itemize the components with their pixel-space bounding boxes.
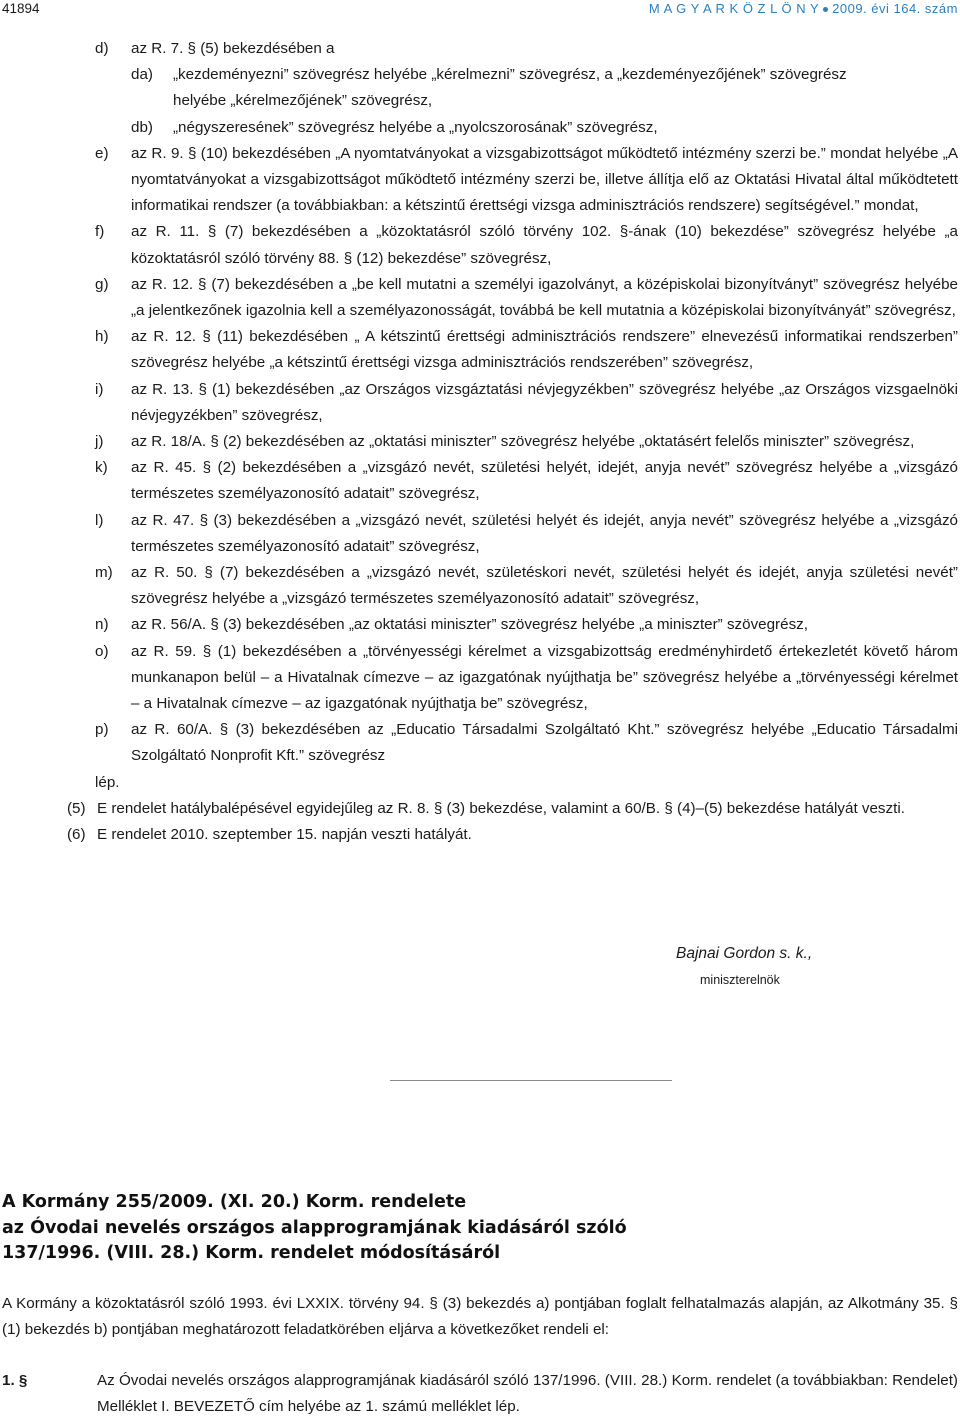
item-label: o) — [95, 642, 109, 660]
item-label: m) — [95, 564, 113, 582]
paragraph-label: (5) — [67, 799, 86, 817]
list-item — [0, 377, 960, 429]
list-item — [0, 272, 960, 324]
signature-name: Bajnai Gordon s. k., — [676, 945, 813, 962]
paragraph-text: E rendelet 2010. szeptember 15. napján veszti hatályát. — [97, 826, 472, 844]
list-item — [0, 324, 960, 376]
item-label: j) — [95, 433, 104, 451]
paragraph-label: (6) — [67, 826, 86, 844]
list-item — [0, 612, 960, 638]
sub-item-text: helyébe „kérelmezőjének” szövegrész, — [173, 92, 433, 110]
list-item — [0, 508, 960, 560]
item-label: g) — [95, 275, 109, 293]
section-text: Az Óvodai nevelés országos alapprogramjának kiadásáról szóló 137/1996. (VIII. 28.) Korm. rendelet (a továbbiakban: Rendelet) Melléklet I. BEVEZETŐ cím helyébe az 1. számú melléklet lép. — [97, 1372, 958, 1416]
item-text: az R. 60/A. § (3) bekezdésében az „Educatio Társadalmi Szolgáltató Kht.” szövegrész helyébe „Educatio Társadalmi Szolgáltató Nonprofit Kft.” szövegrész — [131, 721, 958, 765]
item-label: i) — [95, 380, 104, 398]
item-label: l) — [95, 511, 104, 529]
sub-item-text: „négyszeresének” szövegrész helyébe a „nyolcszorosának” szövegrész, — [173, 118, 658, 136]
item-text: az R. 12. § (11) bekezdésében „ A kétszintű érettségi adminisztrációs rendszere” elnevezésű informatikai rendszerben” szövegrész helyébe „a kétszintű érettségi vizsga adminisztrációs rendszerében” szövegrész, — [131, 328, 958, 372]
item-label: k) — [95, 459, 108, 477]
journal-name: M A G Y A R K Ö Z L Ö N Y — [648, 1, 820, 16]
item-text: az R. 18/A. § (2) bekezdésében az „oktatási miniszter” szövegrész helyébe „oktatásért felelős miniszter” szövegrész, — [131, 433, 915, 451]
list-item — [0, 455, 960, 507]
sub-item — [0, 62, 960, 88]
list-item — [0, 36, 960, 62]
list-item — [0, 219, 960, 271]
decree-intro: A Kormány a közoktatásról szóló 1993. évi LXXIX. törvény 94. § (3) bekezdés a) pontjában foglalt felhatalmazás alapján, az Alkotmány 35. § (1) bekezdés b) pontjában meghatározott feladatkörében eljárva a következőket rendeli el: — [2, 1295, 958, 1339]
page-number: 41894 — [2, 1, 40, 16]
section-number: 1. § — [2, 1372, 28, 1389]
journal-issue: 2009. évi 164. szám — [832, 1, 958, 16]
sub-item — [0, 115, 960, 141]
list-item — [0, 141, 960, 220]
divider — [390, 1080, 672, 1081]
item-text: az R. 45. § (2) bekezdésében a „vizsgázó nevét, születési helyét, idejét, anyja nevét” szövegrész helyébe a „vizsgázó természetes személyazonosító adatait” szövegrész, — [131, 459, 958, 503]
item-text: az R. 11. § (7) bekezdésében a „közoktatásról szóló törvény 102. §-ának (10) bekezdése” szövegrész helyébe „a közoktatásról szóló törvény 88. § (12) bekezdése” szövegrész, — [131, 223, 958, 267]
page-header — [0, 0, 960, 22]
sub-item-label: db) — [131, 118, 153, 136]
sub-item — [0, 88, 960, 114]
paragraph-text: E rendelet hatálybalépésével egyidejűleg az R. 8. § (3) bekezdése, valamint a 60/B. § (4)–(5) bekezdése hatályát veszti. — [97, 799, 905, 817]
journal-title — [649, 1, 958, 16]
item-text: az R. 12. § (7) bekezdésében a „be kell mutatni a személyi igazolványt, a középiskolai bizonyítványt” szövegrész helyébe „a jelentkezőnek igazolnia kell a személyazonosságát, továbbá be kell mutatnia a középiskolai bizonyítványát” szövegrész, — [131, 275, 958, 320]
item-label: d) — [95, 40, 109, 57]
decree-title — [2, 1190, 942, 1267]
sub-item-text: „kezdeményezni” szövegrész helyébe „kérelmezni” szövegrész, a „kezdeményezőjének” szövegrész — [173, 66, 847, 84]
item-text: az R. 56/A. § (3) bekezdésében „az oktatási miniszter” szövegrész helyébe „a miniszter” szövegrész, — [131, 616, 808, 634]
list-item — [0, 717, 960, 769]
list-item — [0, 560, 960, 612]
decree-title-line: A Kormány 255/2009. (XI. 20.) Korm. rendelete — [2, 1192, 467, 1212]
decree-title-line: 137/1996. (VIII. 28.) Korm. rendelet módosításáról — [2, 1243, 501, 1263]
item-text: az R. 50. § (7) bekezdésében a „vizsgázó nevét, születéskori nevét, születési helyét és idejét, anyja születési nevét” szövegrész helyébe a „vizsgázó természetes személyazonosító adatait” szövegrész, — [131, 564, 958, 608]
item-label: f) — [95, 223, 105, 241]
list-item — [0, 639, 960, 718]
section — [2, 1368, 958, 1420]
bullet-icon — [823, 7, 828, 12]
decree-title-line: az Óvodai nevelés országos alapprogramjának kiadásáról szóló — [2, 1217, 627, 1238]
item-text: az R. 9. § (10) bekezdésében „A nyomtatványokat a vizsgabizottságot működtető intézmény szerzi be.” mondat helyébe „A nyomtatványokat a vizsgabizottságot működtető intézmény szerzi be, illetve állítja elő az Oktatási Hivatal által működtetett informatikai rendszer (a továbbiakban: a kétszintű érettségi vizsga adminisztrációs rendszere) segítségével.” mondat, — [131, 144, 958, 215]
item-text: az R. 7. § (5) bekezdésében a — [131, 40, 335, 57]
paragraph — [0, 796, 960, 822]
item-label: e) — [95, 144, 109, 162]
item-text: az R. 59. § (1) bekezdésében a „törvényességi kérelmet a vizsgabizottság eredményhirdető értekezletét követő három munkanapon belül – a Hivatalnak címezve – az igazgatónak nyújthatja be” szövegrész helyébe a „törvényességi kérelmet – a Hivatalnak címezve – az igazgatónak nyújthatja be” szövegrész, — [131, 642, 958, 713]
item-text: az R. 47. § (3) bekezdésében a „vizsgázó nevét, születési helyét és idejét, anyja nevét” szövegrész helyébe a „vizsgázó természetes személyazonosító adatait” szövegrész, — [131, 511, 958, 555]
item-label: p) — [95, 721, 109, 739]
document-body — [0, 36, 960, 848]
item-label: h) — [95, 328, 109, 346]
closing-word: lép. — [95, 773, 120, 791]
signature-role: miniszterelnök — [700, 973, 780, 987]
item-text: az R. 13. § (1) bekezdésében „az Országos vizsgáztatási névjegyzékben” szövegrész helyébe „az Országos vizsgaelnöki névjegyzékben” szövegrész, — [131, 380, 958, 424]
item-label: n) — [95, 616, 109, 634]
sub-item-label: da) — [131, 66, 153, 84]
paragraph — [0, 822, 960, 848]
list-item — [0, 429, 960, 455]
